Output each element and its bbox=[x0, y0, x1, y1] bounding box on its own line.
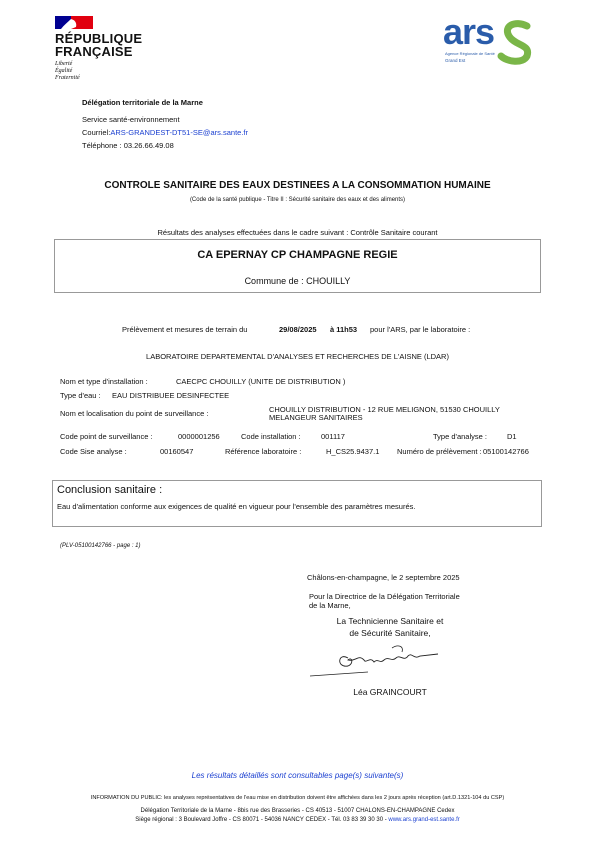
sender-email-link[interactable]: ARS-GRANDEST-DT51-SE@ars.sante.fr bbox=[110, 128, 248, 137]
sender-title: Délégation territoriale de la Marne bbox=[82, 98, 203, 107]
logo-rf-line2: FRANÇAISE bbox=[55, 44, 133, 59]
sampling-suffix: pour l'ARS, par le laboratoire : bbox=[370, 325, 471, 334]
logo-rf-line1: RÉPUBLIQUE bbox=[55, 31, 143, 46]
location-value-2: MELANGEUR SANITAIRES bbox=[269, 413, 363, 422]
logo-rf-motto-3: Fraternité bbox=[55, 75, 80, 81]
footer-address-2-text: Siège régional : 3 Boulevard Joffre - CS 80071 - 54036 NANCY CEDEX - Tél. 03 83 39 30 30 - bbox=[135, 817, 387, 823]
sender-service: Service santé-environnement bbox=[82, 115, 180, 124]
sampling-time: à 11h53 bbox=[330, 325, 358, 334]
location-label: Nom et localisation du point de surveillance : bbox=[60, 409, 209, 418]
network-box bbox=[54, 239, 541, 293]
location-value-1: CHOUILLY DISTRIBUTION - 12 RUE MELIGNON, 51530 CHOUILLY bbox=[269, 405, 500, 414]
install-code-value: 001117 bbox=[321, 432, 345, 441]
lab-ref-value: H_CS25.9437.1 bbox=[326, 447, 380, 456]
conclusion-box bbox=[52, 480, 542, 527]
ars-logo-sub1: Agence Régionale de Santé bbox=[445, 51, 495, 56]
sampling-prefix: Prélèvement et mesures de terrain du bbox=[122, 325, 248, 334]
analysis-type-value: D1 bbox=[507, 432, 517, 441]
ars-swoosh-icon bbox=[497, 18, 537, 66]
analysis-type-label: Type d'analyse : bbox=[433, 432, 487, 441]
document-subtitle: (Code de la santé publique - Titre II : Sécurité sanitaire des eaux et des aliments) bbox=[189, 197, 406, 203]
water-type-label: Type d'eau : bbox=[60, 391, 101, 400]
lab-ref-label: Référence laboratoire : bbox=[225, 447, 302, 456]
public-information: INFORMATION DU PUBLIC: les analyses représentatives de l'eau mise en distribution doivent être affichées dans les 2 jours après réception (art.D.1321-104 du CSP) bbox=[90, 795, 505, 801]
signature-for-line-1: Pour la Directrice de la Délégation Territoriale bbox=[309, 592, 460, 601]
sender-email-label: Courriel: bbox=[82, 128, 111, 137]
sise-label: Code Sise analyse : bbox=[60, 447, 127, 456]
footer-address-1: Délégation Territoriale de la Marne - 8bis rue des Brasseries - CS 40513 - 51007 CHALONS-EN-CHAMPAGNE Cedex bbox=[140, 808, 455, 814]
signature-role-2: de Sécurité Sanitaire, bbox=[349, 628, 431, 638]
sender-phone: Téléphone : 03.26.66.49.08 bbox=[82, 141, 174, 150]
footer-address-2 bbox=[0, 817, 595, 823]
footer-website-link[interactable]: www.ars.grand-est.sante.fr bbox=[388, 817, 460, 823]
signature-role-1: La Technicienne Sanitaire et bbox=[336, 616, 444, 626]
signatory-name: Léa GRAINCOURT bbox=[353, 687, 427, 697]
analysis-context: Résultats des analyses effectuées dans le cadre suivant : Contrôle Sanitaire courant bbox=[157, 228, 438, 237]
sample-no-label: Numéro de prélèvement : bbox=[397, 447, 482, 456]
sampling-laboratory: LABORATOIRE DEPARTEMENTAL D'ANALYSES ET RECHERCHES DE L'AISNE (LDAR) bbox=[146, 352, 449, 361]
sise-value: 00160547 bbox=[160, 447, 194, 456]
point-code-label: Code point de surveillance : bbox=[60, 432, 153, 441]
page-reference: (PLV-05100142766 - page : 1) bbox=[60, 543, 141, 549]
ars-logo-text: ars bbox=[443, 11, 495, 52]
network-name: CA EPERNAY CP CHAMPAGNE REGIE bbox=[197, 249, 398, 261]
point-code-value: 0000001256 bbox=[178, 432, 220, 441]
signature-for-line-2: de la Marne, bbox=[309, 601, 351, 610]
handwritten-signature-icon bbox=[308, 642, 448, 682]
republique-francaise-logo bbox=[55, 16, 155, 86]
ars-logo-sub2: Grand Est bbox=[445, 58, 466, 63]
install-code-label: Code installation : bbox=[241, 432, 301, 441]
document-title: CONTROLE SANITAIRE DES EAUX DESTINEES A LA CONSOMMATION HUMAINE bbox=[104, 180, 491, 191]
water-type-value: EAU DISTRIBUEE DESINFECTEE bbox=[112, 391, 230, 400]
signature-place-date: Châlons-en-champagne, le 2 septembre 2025 bbox=[307, 573, 460, 582]
conclusion-title: Conclusion sanitaire : bbox=[57, 484, 163, 496]
results-note: Les résultats détaillés sont consultables page(s) suivante(s) bbox=[191, 771, 404, 780]
installation-value: CAECPC CHOUILLY (UNITE DE DISTRIBUTION ) bbox=[176, 377, 346, 386]
logo-rf-motto-2: Égalité bbox=[55, 68, 73, 74]
installation-label: Nom et type d'installation : bbox=[60, 377, 148, 386]
sender-email-line bbox=[82, 128, 248, 137]
network-commune: Commune de : CHOUILLY bbox=[244, 276, 351, 286]
logo-rf-motto-1: Liberté bbox=[55, 61, 73, 67]
marianne-flag-icon bbox=[55, 16, 93, 29]
sampling-date: 29/08/2025 bbox=[279, 325, 317, 334]
sample-no-value: 05100142766 bbox=[483, 447, 529, 456]
conclusion-text: Eau d'alimentation conforme aux exigences de qualité en vigueur pour l'ensemble des paramètres mesurés. bbox=[57, 502, 416, 511]
ars-logo bbox=[443, 11, 543, 70]
